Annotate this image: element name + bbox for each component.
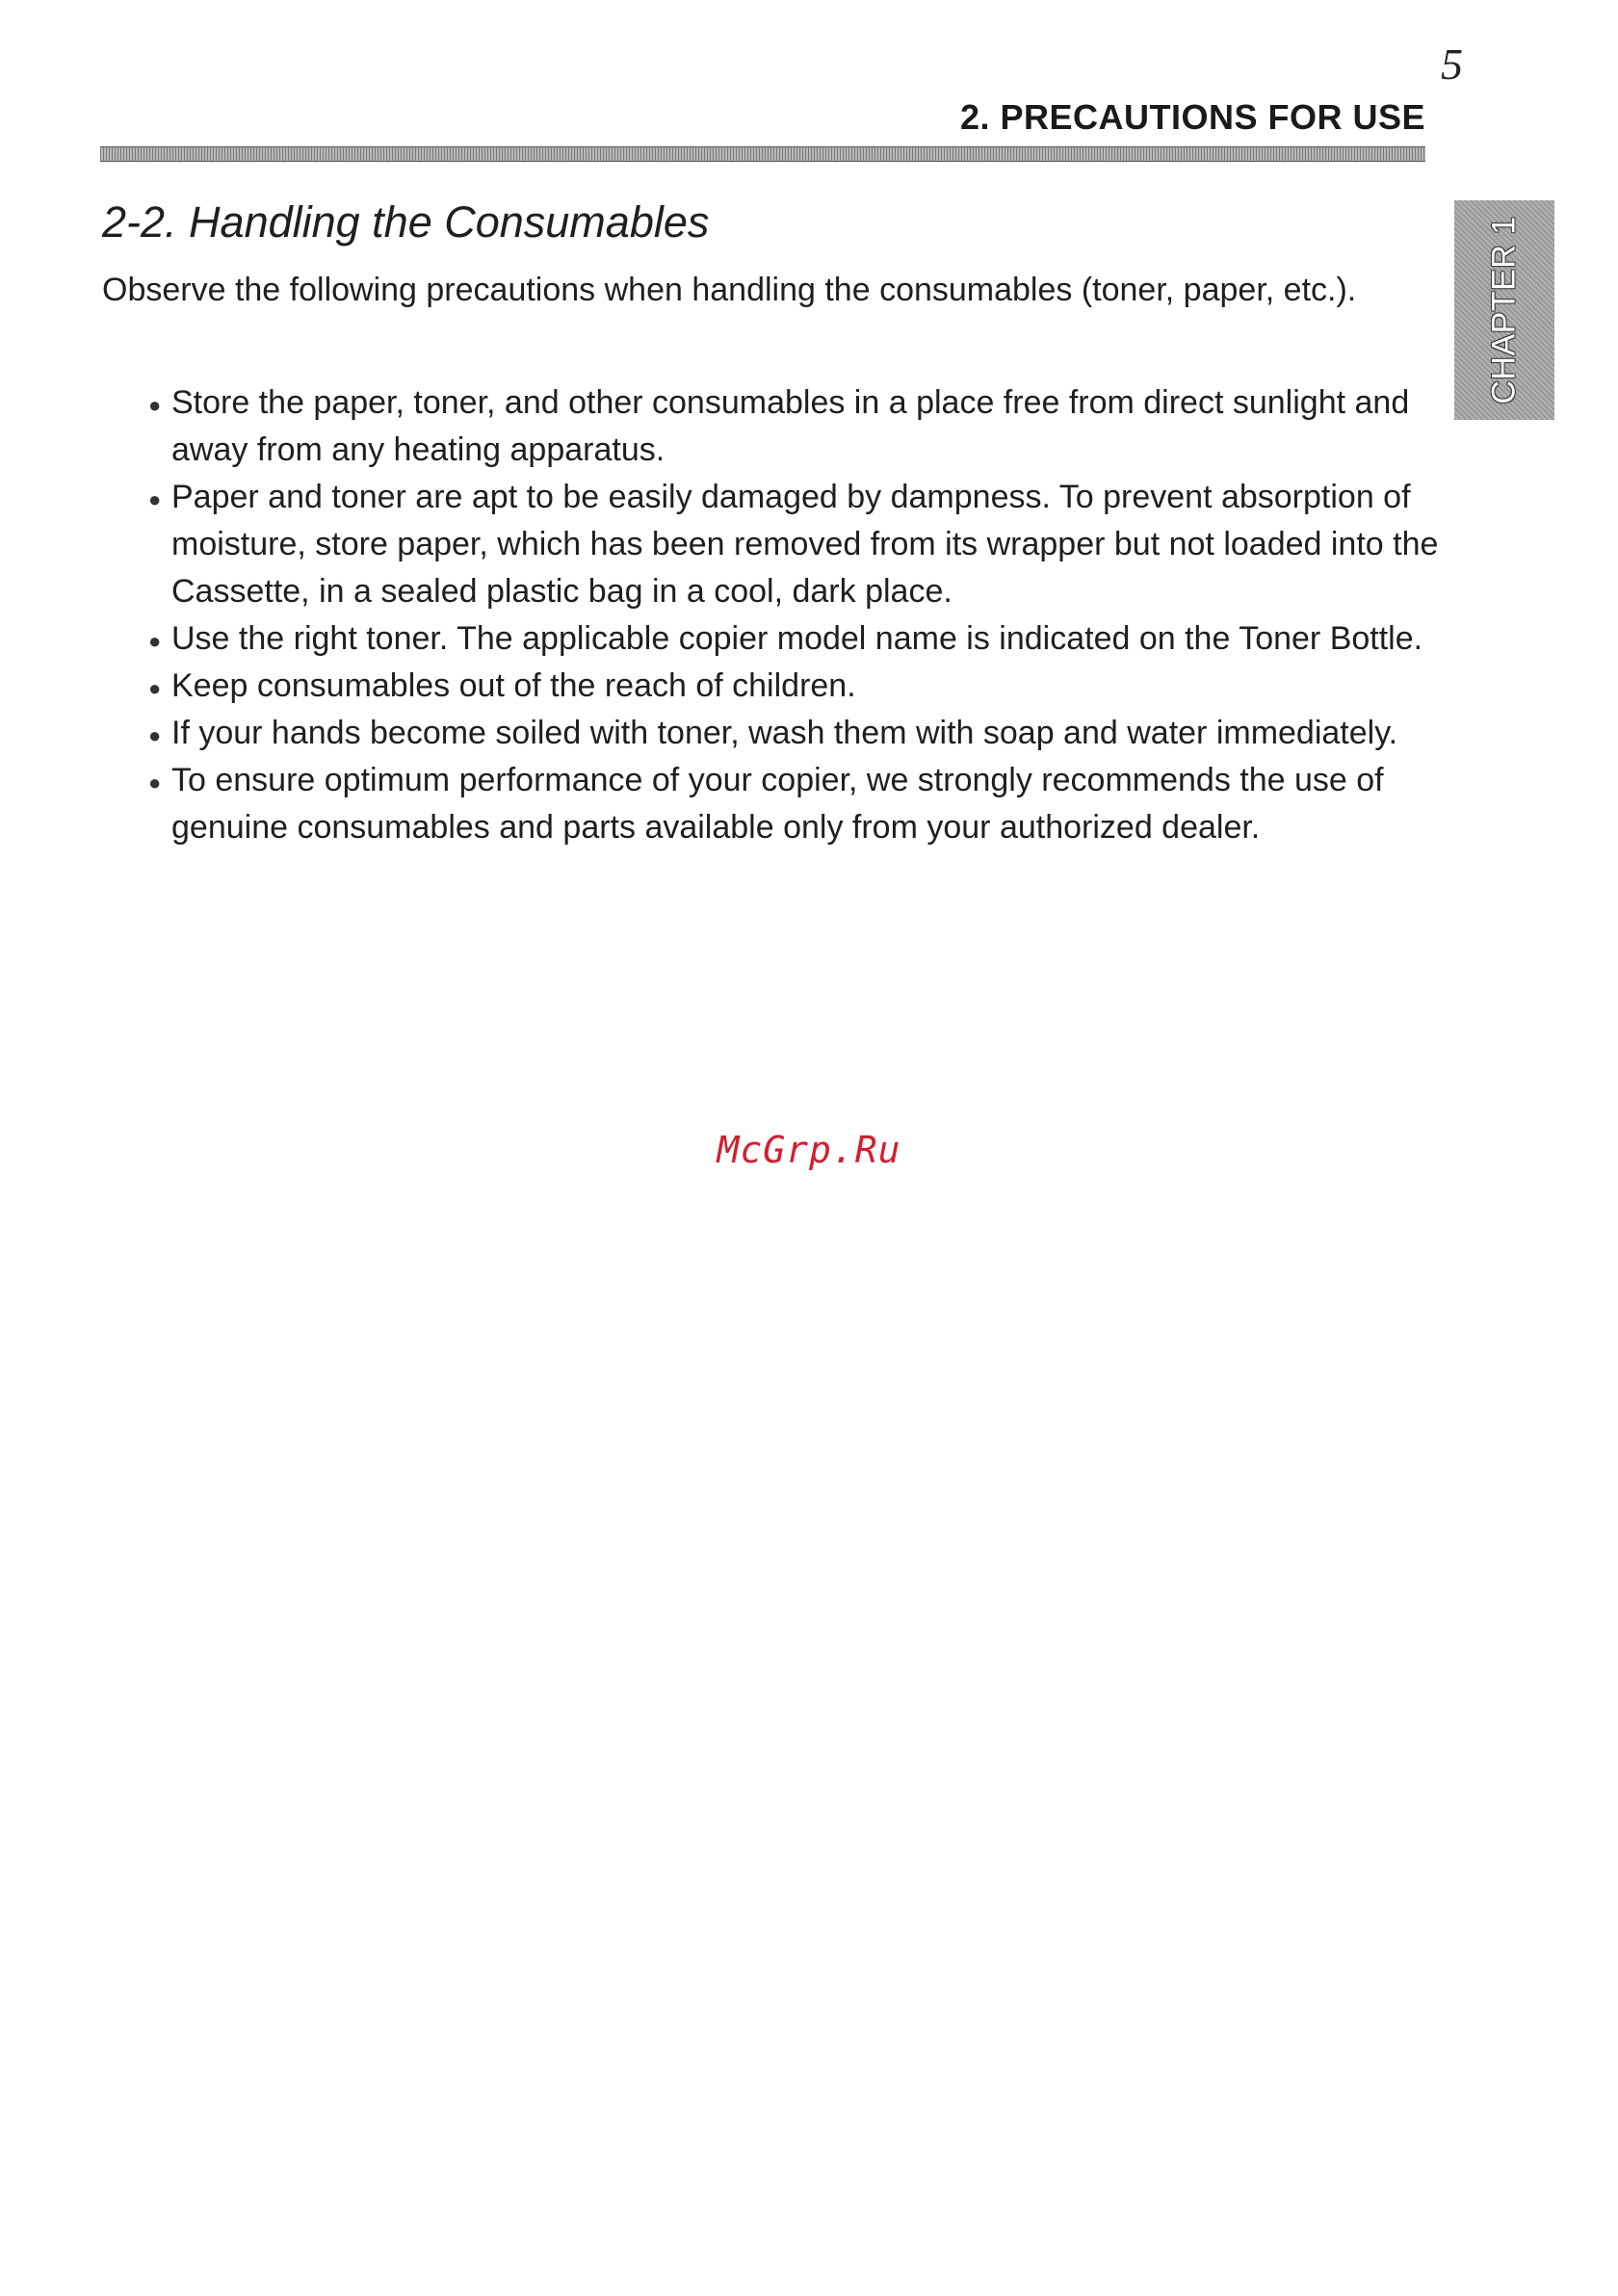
running-header-title: 2. PRECAUTIONS FOR USE: [959, 97, 1425, 137]
list-item: [148, 663, 1443, 710]
bullet-icon: ●: [148, 676, 162, 700]
bullet-icon: ●: [148, 629, 162, 653]
list-item: [148, 474, 1443, 615]
bullet-icon: ●: [148, 723, 162, 747]
watermark-text[interactable]: McGrp.Ru: [717, 1129, 901, 1171]
list-item-text: Paper and toner are apt to be easily damaged by dampness. To prevent absorption of moisture, store paper, which has been removed from its wrapper but not loaded into the Cassette, in a sealed plastic bag in a cool, dark place.: [171, 479, 1439, 610]
list-item-text: Keep consumables out of the reach of children.: [171, 667, 856, 704]
list-item-text: To ensure optimum performance of your copier, we strongly recommends the use of genuine consumables and parts available only from your authorized dealer.: [171, 762, 1384, 846]
list-item: [148, 710, 1443, 757]
page-number: 5: [1441, 39, 1463, 89]
chapter-tab: [1454, 200, 1554, 420]
header-rule: [100, 146, 1425, 162]
bullet-icon: ●: [148, 770, 162, 795]
list-item-text: If your hands become soiled with toner, wash them with soap and water immediately.: [171, 715, 1398, 751]
precautions-list: [148, 379, 1443, 851]
chapter-tab-label: CHAPTER 1: [1485, 216, 1523, 404]
list-item: [148, 615, 1443, 663]
list-item-text: Use the right toner. The applicable copier model name is indicated on the Toner Bottle.: [171, 620, 1423, 657]
list-item: [148, 757, 1443, 851]
section-intro: Observe the following precautions when handling the consumables (toner, paper, etc.).: [102, 272, 1357, 308]
bullet-icon: ●: [148, 393, 162, 417]
list-item: [148, 379, 1443, 474]
bullet-icon: ●: [148, 487, 162, 511]
section-title: 2-2. Handling the Consumables: [102, 197, 710, 247]
list-item-text: Store the paper, toner, and other consumables in a place free from direct sunlight and away from any heating apparatus.: [171, 384, 1410, 468]
